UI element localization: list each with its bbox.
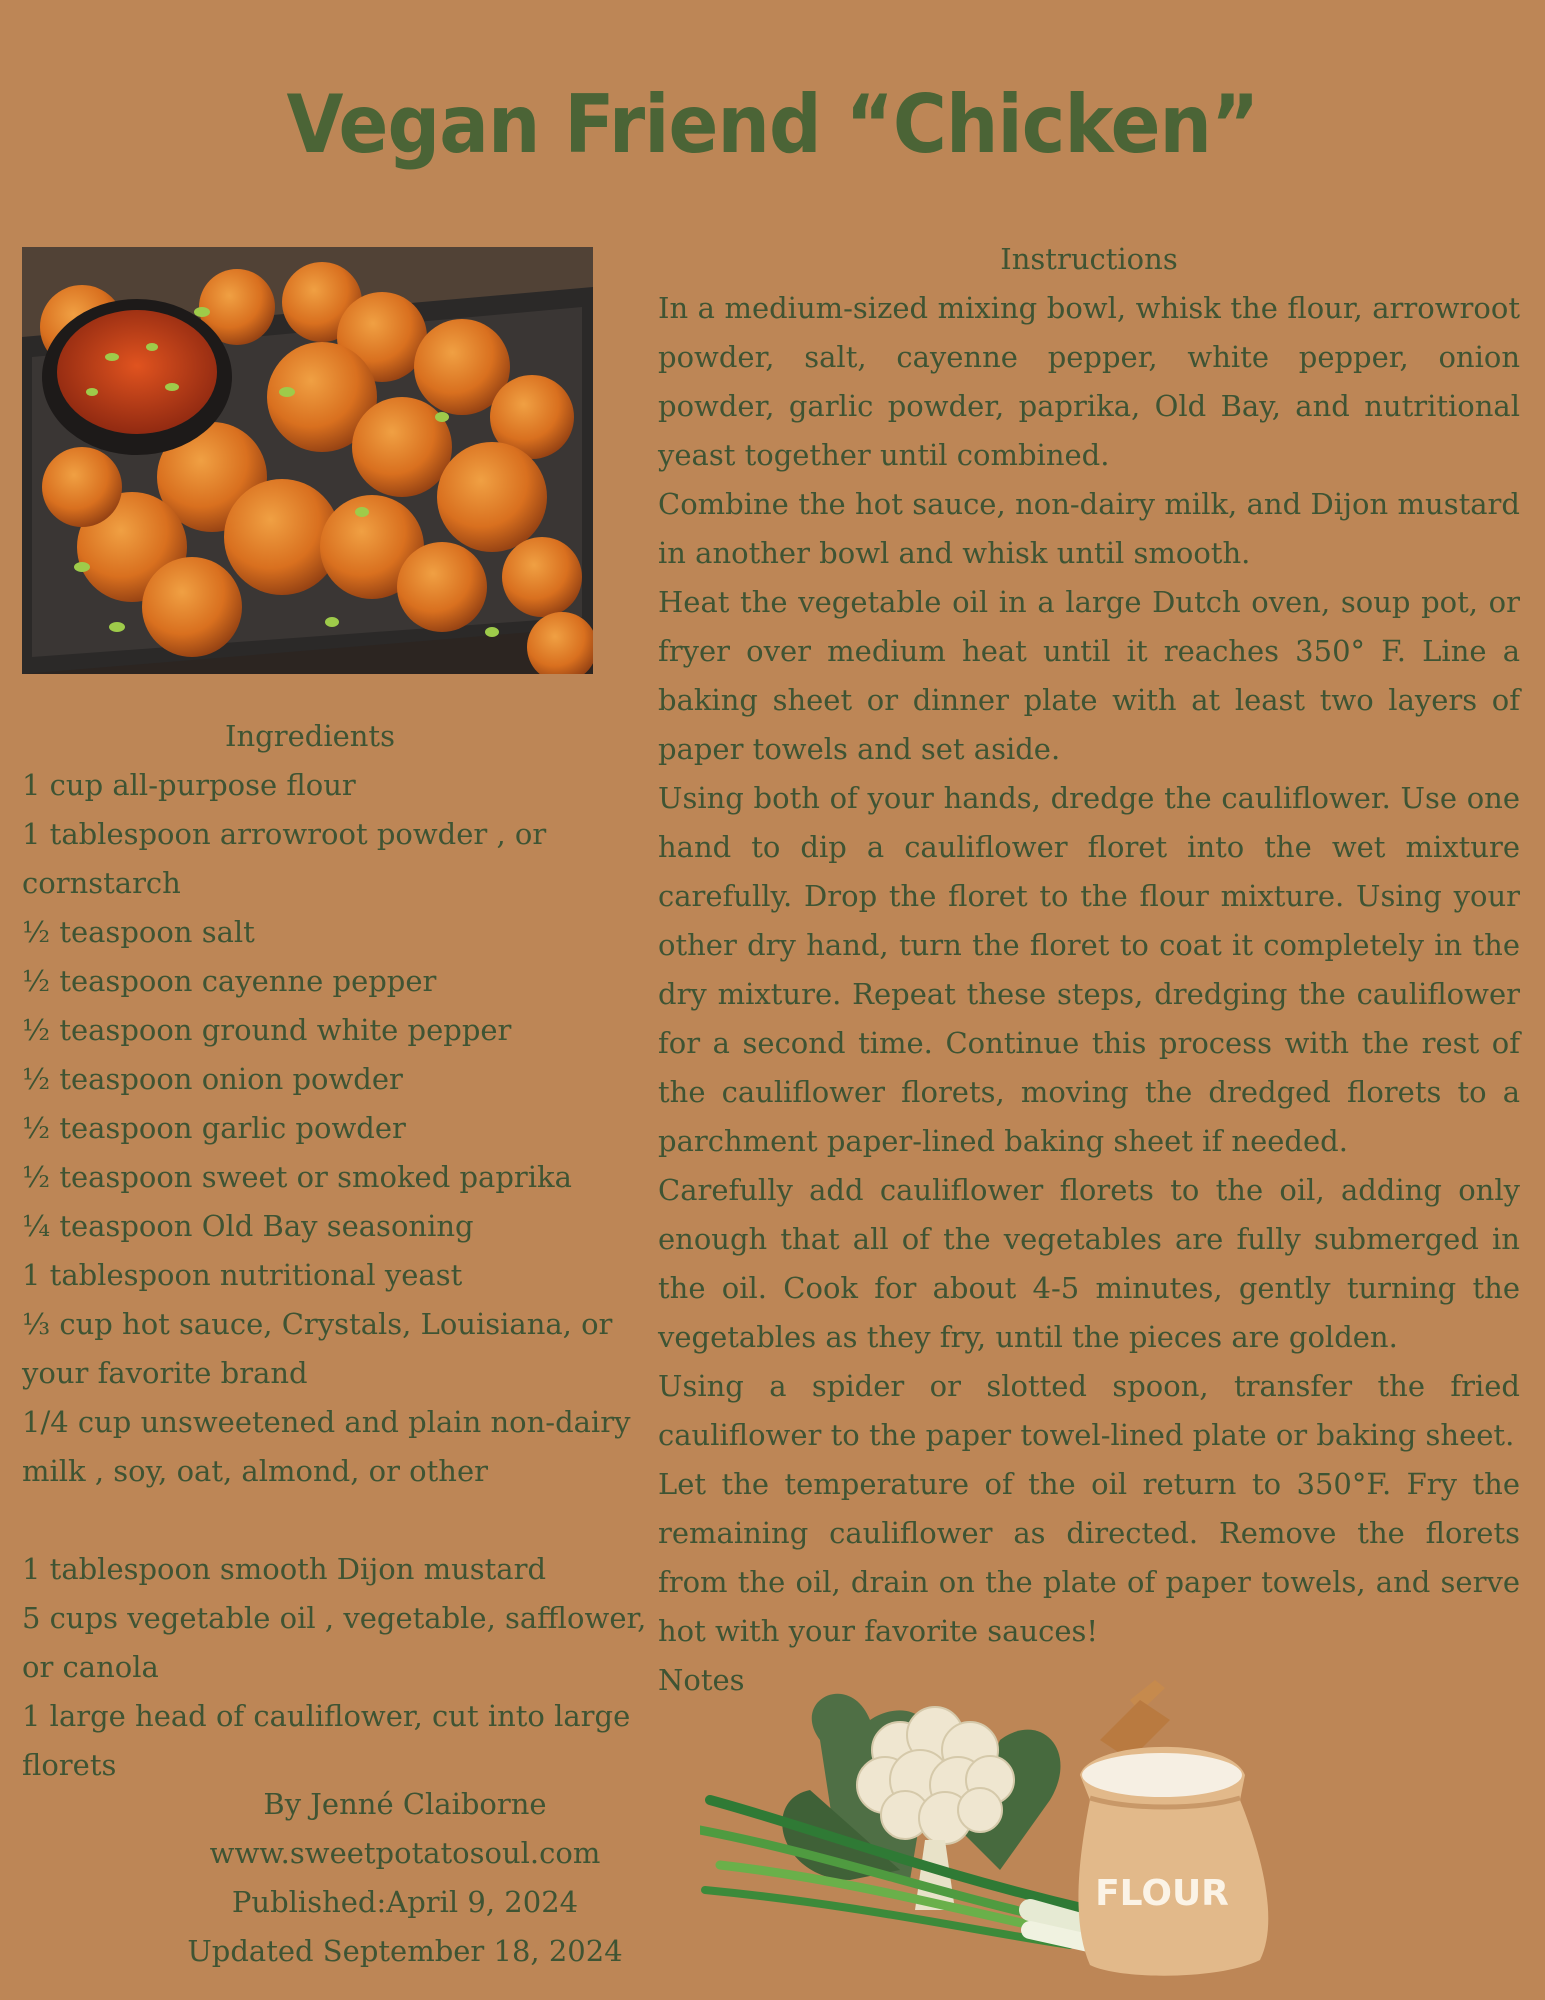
instruction-step: Let the temperature of the oil return to 350°F. Fry the remaining cauliflower as directed. Remove the florets from the oil, drain on the plate of paper towels, and serve hot with your favorite sauces! <box>658 1467 1520 1648</box>
spacer <box>22 1496 642 1545</box>
ingredient-item: ¼ teaspoon Old Bay seasoning <box>22 1209 474 1243</box>
ingredients-heading: Ingredients <box>225 719 395 753</box>
ingredient-item: ½ teaspoon cayenne pepper <box>22 964 437 998</box>
instruction-step: Heat the vegetable oil in a large Dutch oven, soup pot, or fryer over medium heat until it reaches 350° F. Line a baking sheet or dinner plate with at least two layers of paper towels and set aside. <box>658 585 1520 766</box>
instruction-step: Carefully add cauliflower florets to the oil, adding only enough that all of the vegetables are fully submerged in the oil. Cook for about 4-5 minutes, gently turning the vegetables as they fry, until the pieces are golden. <box>658 1173 1520 1354</box>
instruction-step: Using a spider or slotted spoon, transfer the fried cauliflower to the paper towel-lined plate or baking sheet. <box>658 1369 1520 1452</box>
food-photo <box>22 247 593 674</box>
flour-label: FLOUR <box>1095 1873 1229 1914</box>
ingredient-item: 1 tablespoon smooth Dijon mustard <box>22 1552 547 1586</box>
ingredient-item: 5 cups vegetable oil , vegetable, safflower, or canola <box>22 1601 647 1684</box>
ingredients-section <box>22 712 647 1790</box>
ingredient-item: 1 tablespoon arrowroot powder , or cornstarch <box>22 817 547 900</box>
instruction-step: Using both of your hands, dredge the cauliflower. Use one hand to dip a cauliflower floret into the wet mixture carefully. Drop the floret to the flour mixture. Using your other dry hand, turn the floret to coat it completely in the dry mixture. Repeat these steps, dredging the cauliflower for a second time. Continue this process with the rest of the cauliflower florets, moving the dredged florets to a parchment paper-lined baking sheet if needed. <box>658 781 1520 1158</box>
ingredient-item: 1/4 cup unsweetened and plain non-dairy milk , soy, oat, almond, or other <box>22 1405 631 1488</box>
ingredient-item: ⅓ cup hot sauce, Crystals, Louisiana, or your favorite brand <box>22 1307 613 1390</box>
author: By Jenné Claiborne <box>263 1787 547 1821</box>
notes-label: Notes <box>658 1663 745 1697</box>
instructions-section <box>658 235 1520 1705</box>
credits <box>140 1780 670 1976</box>
published-date: Published:April 9, 2024 <box>231 1885 579 1919</box>
ingredient-item: 1 large head of cauliflower, cut into large florets <box>22 1699 631 1782</box>
fried-cauliflower-image <box>22 247 593 674</box>
recipe-title: Vegan Friend “Chicken” <box>286 78 1259 171</box>
ingredient-item: 1 tablespoon nutritional yeast <box>22 1258 463 1292</box>
ingredients-illustration <box>700 1680 1280 1980</box>
vegetables-illustration <box>700 1680 1280 1980</box>
ingredient-item: ½ teaspoon garlic powder <box>22 1111 406 1145</box>
ingredient-item: ½ teaspoon ground white pepper <box>22 1013 512 1047</box>
instructions-heading: Instructions <box>1000 242 1178 276</box>
ingredient-item: ½ teaspoon onion powder <box>22 1062 403 1096</box>
ingredient-item: ½ teaspoon sweet or smoked paprika <box>22 1160 572 1194</box>
ingredient-item: ½ teaspoon salt <box>22 915 255 949</box>
instruction-step: Combine the hot sauce, non-dairy milk, and Dijon mustard in another bowl and whisk until smooth. <box>658 487 1520 570</box>
ingredient-item: 1 cup all-purpose flour <box>22 768 356 802</box>
flour-sack-icon <box>1078 1680 1268 1976</box>
website: www.sweetpotatosoul.com <box>209 1836 601 1870</box>
updated-date: Updated September 18, 2024 <box>187 1934 623 1968</box>
instruction-step: In a medium-sized mixing bowl, whisk the flour, arrowroot powder, salt, cayenne pepper, white pepper, onion powder, garlic powder, paprika, Old Bay, and nutritional yeast together until combined. <box>658 291 1520 472</box>
